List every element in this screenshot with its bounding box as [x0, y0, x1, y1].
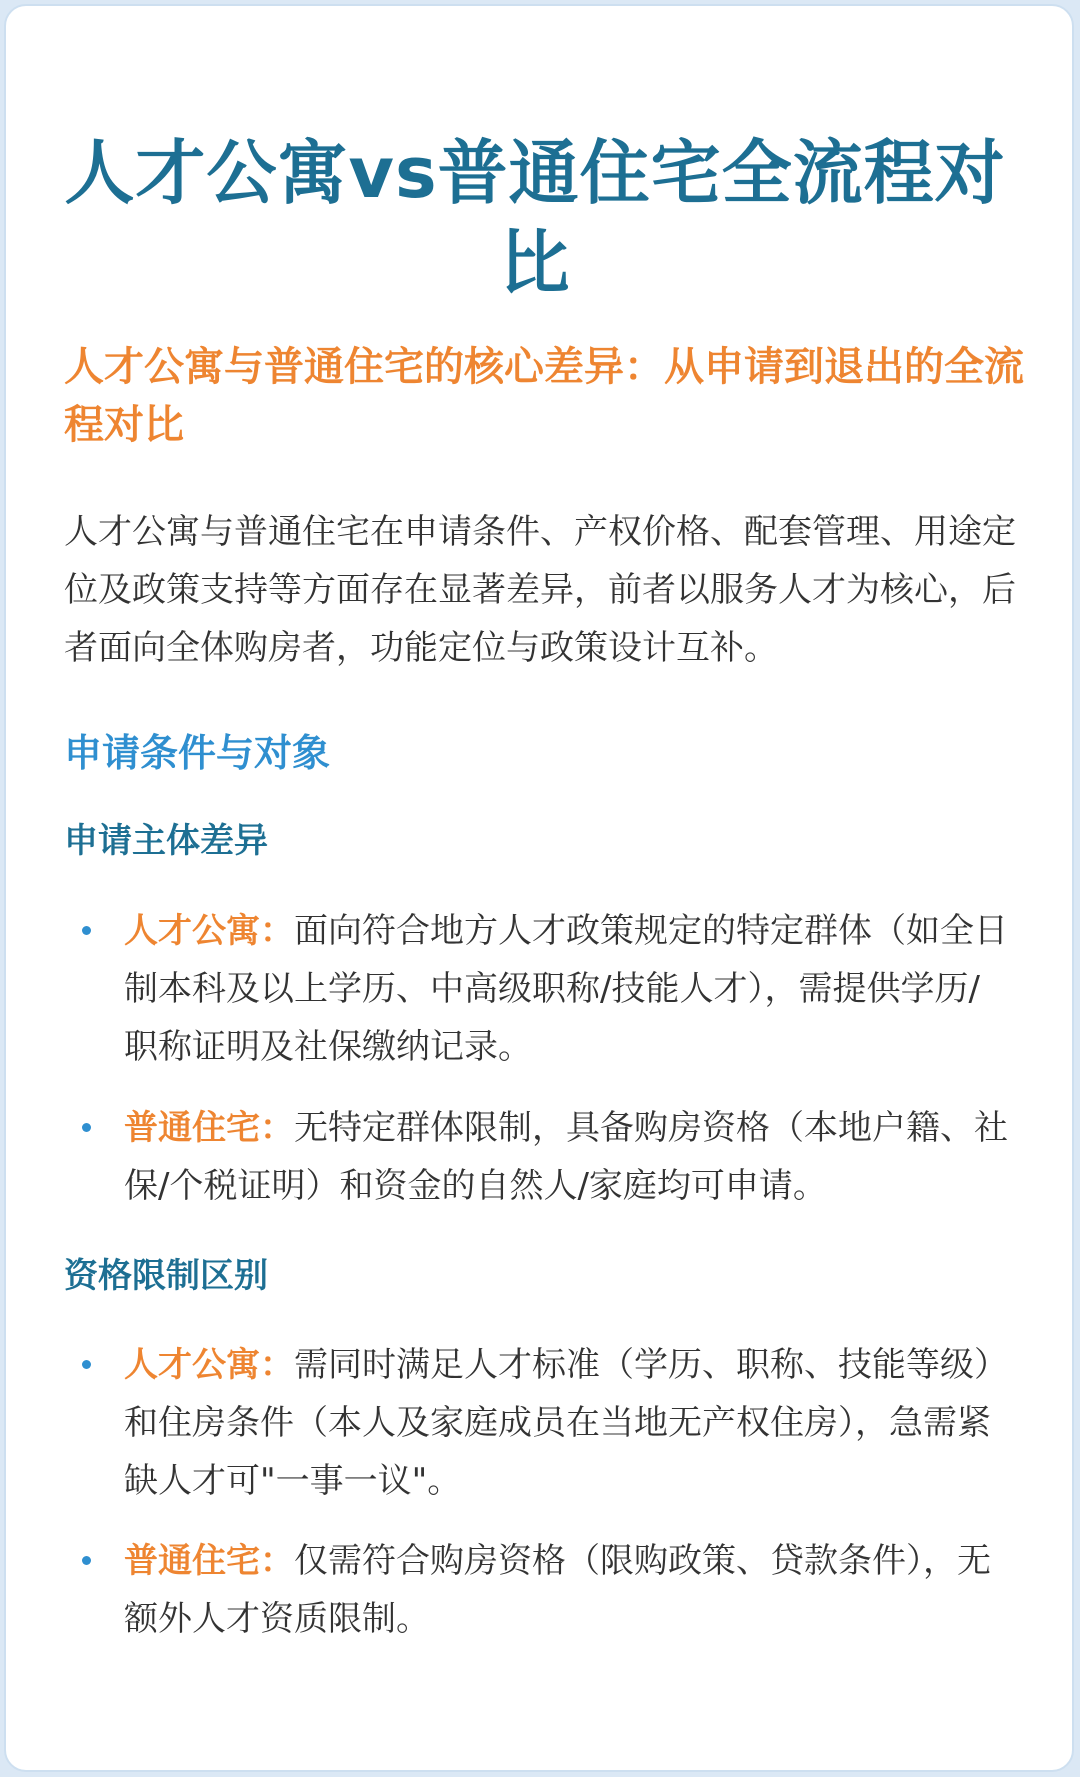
- bullet-icon: [82, 1360, 91, 1369]
- bullet-icon: [82, 926, 91, 935]
- subsection-heading-eligibility: 资格限制区别: [64, 1256, 268, 1296]
- list-item-body: 无特定群体限制，具备购房资格（本地户籍、社保/个税证明）和资金的自然人/家庭均可申请。: [124, 1108, 1008, 1206]
- list-item-text: [124, 1336, 1012, 1510]
- list-item: [82, 1532, 1012, 1648]
- list-item-body: 仅需符合购房资格（限购政策、贷款条件），无额外人才资质限制。: [124, 1541, 991, 1639]
- list-item-label: 人才公寓：: [124, 911, 294, 951]
- list-item-label: 普通住宅：: [124, 1108, 294, 1148]
- list-item-text: [124, 902, 1012, 1076]
- subsection-heading-applicant: 申请主体差异: [64, 821, 268, 861]
- bullet-icon: [82, 1123, 91, 1132]
- list-item: [82, 1099, 1012, 1215]
- intro-paragraph: 人才公寓与普通住宅在申请条件、产权价格、配套管理、用途定位及政策支持等方面存在显著差异，前者以服务人才为核心，后者面向全体购房者，功能定位与政策设计互补。: [64, 512, 1016, 668]
- list-item-text: [124, 1532, 1012, 1648]
- page-subtitle: 人才公寓与普通住宅的核心差异：从申请到退出的全流程对比: [64, 344, 1024, 448]
- bullet-icon: [82, 1556, 91, 1565]
- list-item-label: 普通住宅：: [124, 1541, 294, 1581]
- page-title: 人才公寓vs普通住宅全流程对比: [64, 132, 1006, 304]
- list-item-body: 需同时满足人才标准（学历、职称、技能等级）和住房条件（本人及家庭成员在当地无产权住房），急需紧缺人才可"一事一议"。: [124, 1345, 1008, 1501]
- list-item-text: [124, 1099, 1012, 1215]
- list-item: [82, 1336, 1012, 1510]
- list-item-body: 面向符合地方人才政策规定的特定群体（如全日制本科及以上学历、中高级职称/技能人才），需提供学历/职称证明及社保缴纳记录。: [124, 911, 1008, 1067]
- list-item-label: 人才公寓：: [124, 1345, 294, 1385]
- section-heading: 申请条件与对象: [64, 731, 331, 775]
- list-item: [82, 902, 1012, 1076]
